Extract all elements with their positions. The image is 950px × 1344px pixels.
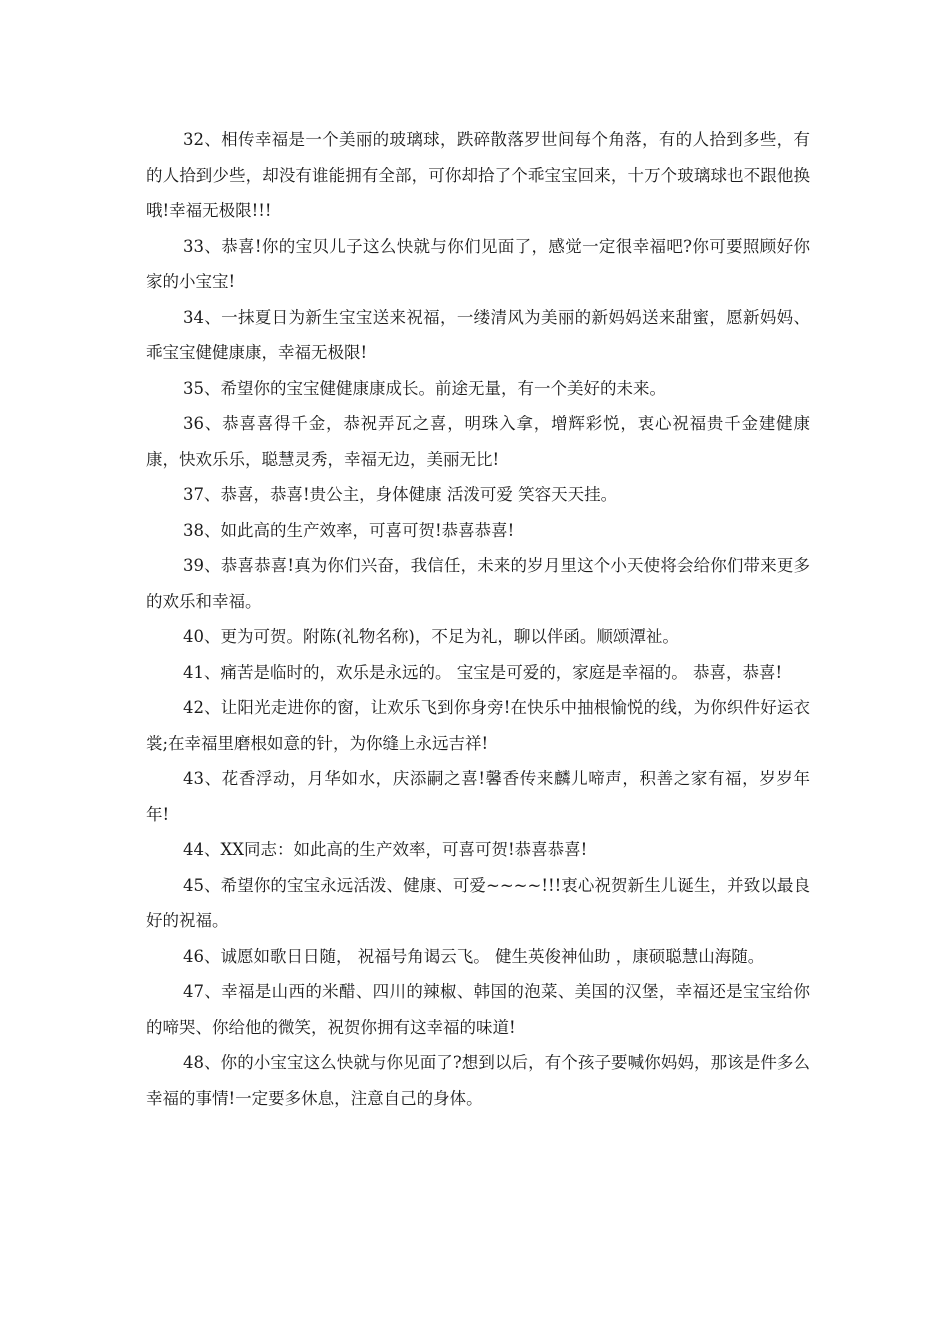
paragraph-42: 42、让阳光走进你的窗，让欢乐飞到你身旁!在快乐中抽根愉悦的线，为你织件好运衣裳;在幸福里磨根如意的针，为你缝上永远吉祥! xyxy=(146,698,810,753)
document-body xyxy=(146,122,810,1116)
paragraph-35: 35、希望你的宝宝健健康康成长。前途无量，有一个美好的未来。 xyxy=(183,378,666,398)
paragraph-40: 40、更为可贺。附陈(礼物名称)，不足为礼，聊以伴函。顺颂潭祉。 xyxy=(183,627,679,646)
paragraph-34: 34、一抹夏日为新生宝宝送来祝福，一缕清风为美丽的新妈妈送来甜蜜，愿新妈妈、乖宝宝健健康康，幸福无极限! xyxy=(146,307,810,362)
paragraph-38: 38、如此高的生产效率，可喜可贺!恭喜恭喜! xyxy=(183,520,515,540)
paragraph-44: 44、XX同志：如此高的生产效率，可喜可贺!恭喜恭喜! xyxy=(183,840,588,859)
paragraph-46: 46、诚愿如歌日日随， 祝福号角谒云飞。 健生英俊神仙助 ，康硕聪慧山海随。 xyxy=(183,946,765,966)
paragraph-37: 37、恭喜，恭喜!贵公主，身体健康 活泼可爱 笑容天天挂。 xyxy=(183,485,618,504)
paragraph-36: 36、恭喜喜得千金，恭祝弄瓦之喜，明珠入拿，增辉彩悦，衷心祝福贵千金建健康康，快欢乐乐，聪慧灵秀，幸福无边，美丽无比! xyxy=(146,414,810,469)
paragraph-41: 41、痛苦是临时的，欢乐是永远的。 宝宝是可爱的，家庭是幸福的。 恭喜，恭喜! xyxy=(183,662,783,682)
paragraph-33: 33、恭喜!你的宝贝儿子这么快就与你们见面了，感觉一定很幸福吧?你可要照顾好你家的小宝宝! xyxy=(146,236,810,291)
paragraph-47: 47、幸福是山西的米醋、四川的辣椒、韩国的泡菜、美国的汉堡，幸福还是宝宝给你的啼哭、你给他的微笑，祝贺你拥有这幸福的味道! xyxy=(146,982,810,1037)
paragraph-45: 45、希望你的宝宝永远活泼、健康、可爱~~~~!!!衷心祝贺新生儿诞生，并致以最良好的祝福。 xyxy=(146,875,810,930)
paragraph-43: 43、花香浮动，月华如水，庆添嗣之喜!馨香传来麟儿啼声，积善之家有福，岁岁年年! xyxy=(146,769,810,824)
paragraph-32: 32、相传幸福是一个美丽的玻璃球，跌碎散落罗世间每个角落，有的人拾到多些，有的人拾到少些，却没有谁能拥有全部，可你却拾了个乖宝宝回来，十万个玻璃球也不跟他换哦!幸福无极限!!! xyxy=(146,130,810,220)
paragraph-39: 39、恭喜恭喜!真为你们兴奋，我信任，未来的岁月里这个小天使将会给你们带来更多的欢乐和幸福。 xyxy=(146,556,810,611)
paragraph-48: 48、你的小宝宝这么快就与你见面了?想到以后，有个孩子要喊你妈妈，那该是件多么幸福的事情!一定要多休息，注意自己的身体。 xyxy=(146,1053,810,1108)
